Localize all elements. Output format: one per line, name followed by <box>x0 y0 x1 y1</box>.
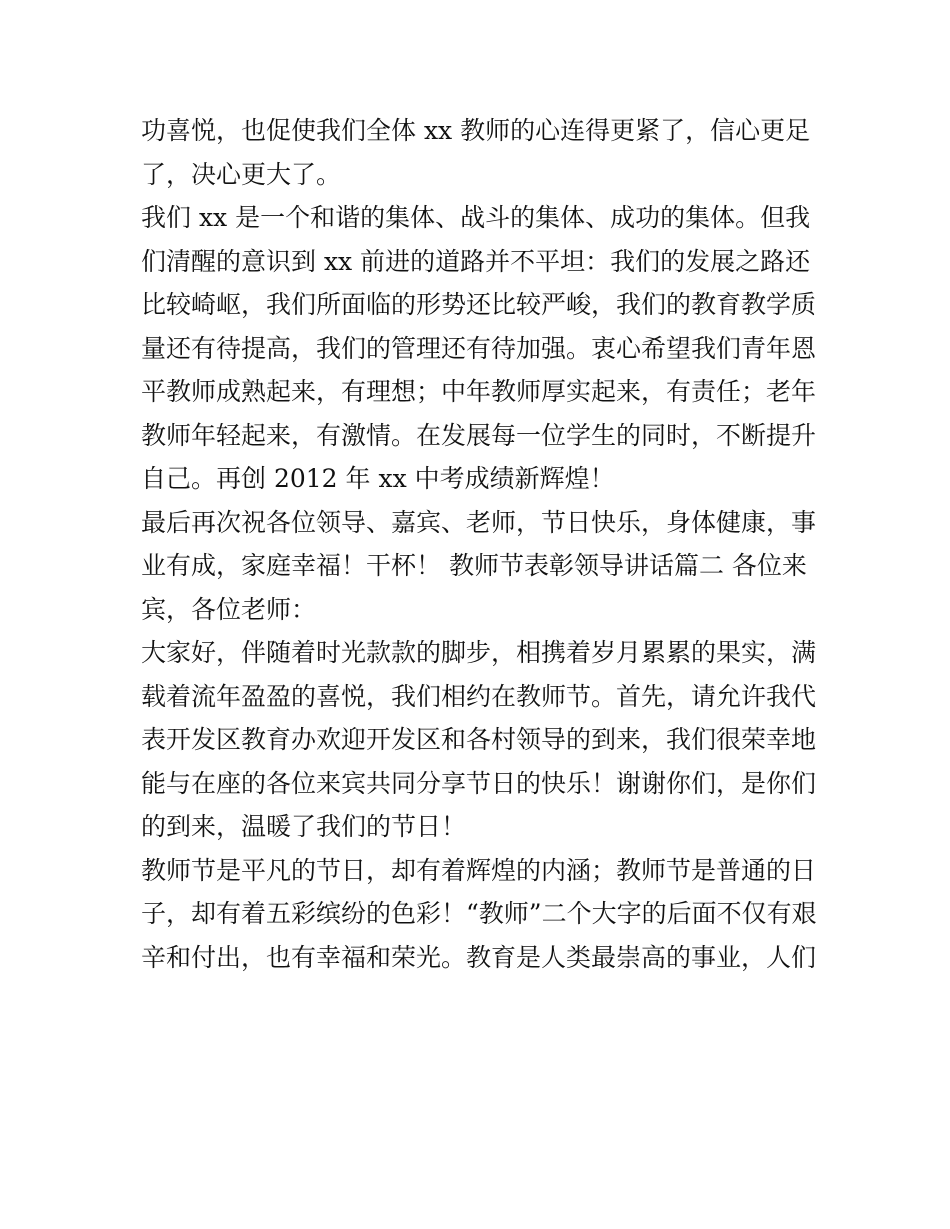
text-line: 大家好，伴随着时光款款的脚步，相携着岁月累累的果实，满 <box>141 638 817 667</box>
text-line: 载着流年盈盈的喜悦，我们相约在教师节。首先，请允许我代 <box>141 681 817 711</box>
text-line: 我们 xx 是一个和谐的集体、战斗的集体、成功的集体。但我 <box>141 203 811 232</box>
text-line: 表开发区教育办欢迎开发区和各村领导的到来，我们很荣幸地 <box>141 725 817 754</box>
text-line: 业有成，家庭幸福！干杯！ 教师节表彰领导讲话篇二 各位来 <box>141 551 807 580</box>
text-line: 能与在座的各位来宾共同分享节日的快乐！谢谢你们，是你们 <box>141 768 817 798</box>
text-line: 教师年轻起来，有激情。在发展每一位学生的同时，不断提升 <box>141 420 817 450</box>
text-line: 量还有待提高，我们的管理还有待加强。衷心希望我们青年恩 <box>141 333 817 363</box>
text-line: 了，决心更大了。 <box>141 159 342 189</box>
body-text <box>141 109 821 979</box>
text-line: 辛和付出，也有幸福和荣光。教育是人类最崇高的事业，人们 <box>141 942 817 972</box>
text-line: 最后再次祝各位领导、嘉宾、老师，节日快乐，身体健康，事 <box>141 507 817 537</box>
text-line: 宾，各位老师： <box>141 594 317 624</box>
text-line: 的到来，温暖了我们的节日！ <box>141 812 467 841</box>
text-line: 教师节是平凡的节日，却有着辉煌的内涵；教师节是普通的日 <box>141 855 817 885</box>
text-line: 比较崎岖，我们所面临的形势还比较严峻，我们的教育教学质 <box>141 290 817 319</box>
text-line: 功喜悦，也促使我们全体 xx 教师的心连得更紧了，信心更足 <box>141 116 811 145</box>
text-line: 平教师成熟起来，有理想；中年教师厚实起来，有责任；老年 <box>141 377 817 406</box>
text-line: 自己。再创 2012 年 xx 中考成绩新辉煌！ <box>141 464 615 493</box>
text-line: 子，却有着五彩缤纷的色彩！“教师”二个大字的后面不仅有艰 <box>141 899 817 928</box>
text-line: 们清醒的意识到 xx 前进的道路并不平坦：我们的发展之路还 <box>141 246 811 276</box>
